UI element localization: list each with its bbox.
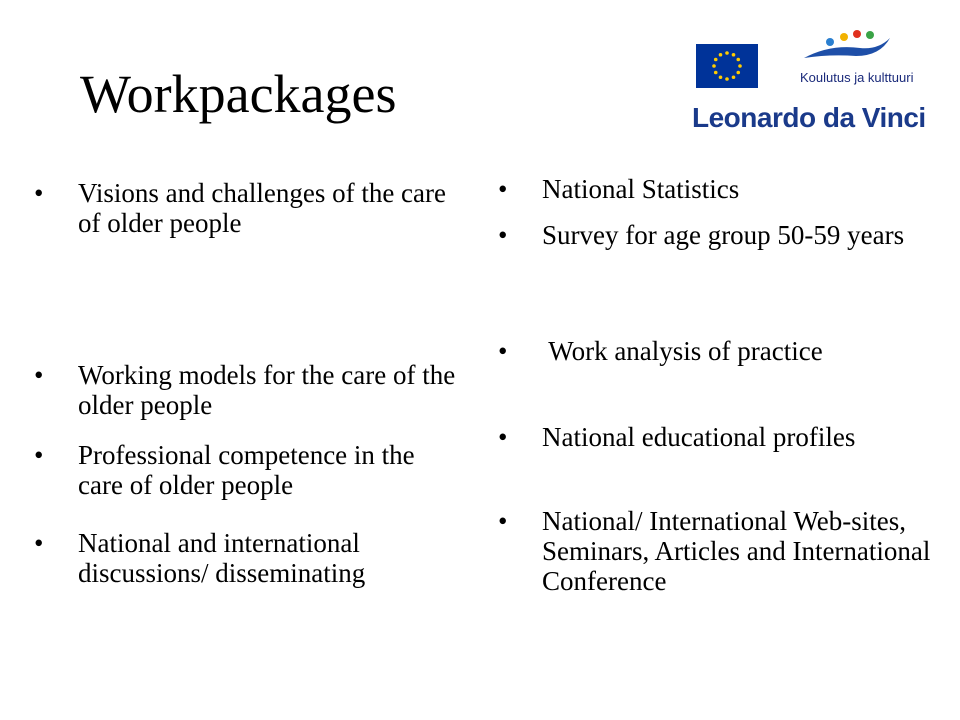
- list-item: • Working models for the care of the older people: [34, 360, 464, 420]
- eu-star-icon: [719, 75, 723, 79]
- eu-star-icon: [714, 58, 718, 62]
- eu-star-icon: [736, 71, 740, 75]
- eu-star-icon: [725, 51, 729, 55]
- list-item: • Professional competence in the care of older people: [34, 440, 464, 500]
- eu-star-icon: [738, 64, 742, 68]
- eu-star-icon: [719, 53, 723, 57]
- list-item: • Visions and challenges of the care of older people: [34, 178, 464, 238]
- leonardo-swoosh-icon: [800, 28, 892, 66]
- slide-title: Workpackages: [80, 64, 397, 124]
- list-item: • National and international discussions/ disseminating: [34, 528, 464, 588]
- logo-subtitle: Koulutus ja kulttuuri: [800, 70, 914, 85]
- list-item: • Work analysis of practice: [498, 336, 823, 366]
- eu-star-icon: [714, 71, 718, 75]
- list-item: • Survey for age group 50-59 years: [498, 220, 904, 250]
- list-item: • National educational profiles: [498, 422, 855, 452]
- eu-flag-icon: [696, 44, 758, 88]
- eu-star-icon: [712, 64, 716, 68]
- list-item: • National Statistics: [498, 174, 739, 204]
- list-item: • National/ International Web-sites, Seminars, Articles and International Conference: [498, 506, 938, 596]
- leonardo-da-vinci-logo: [692, 28, 940, 136]
- eu-star-icon: [732, 53, 736, 57]
- eu-star-icon: [732, 75, 736, 79]
- eu-star-icon: [725, 77, 729, 81]
- eu-star-icon: [736, 58, 740, 62]
- logo-program-name: Leonardo da Vinci: [692, 102, 926, 133]
